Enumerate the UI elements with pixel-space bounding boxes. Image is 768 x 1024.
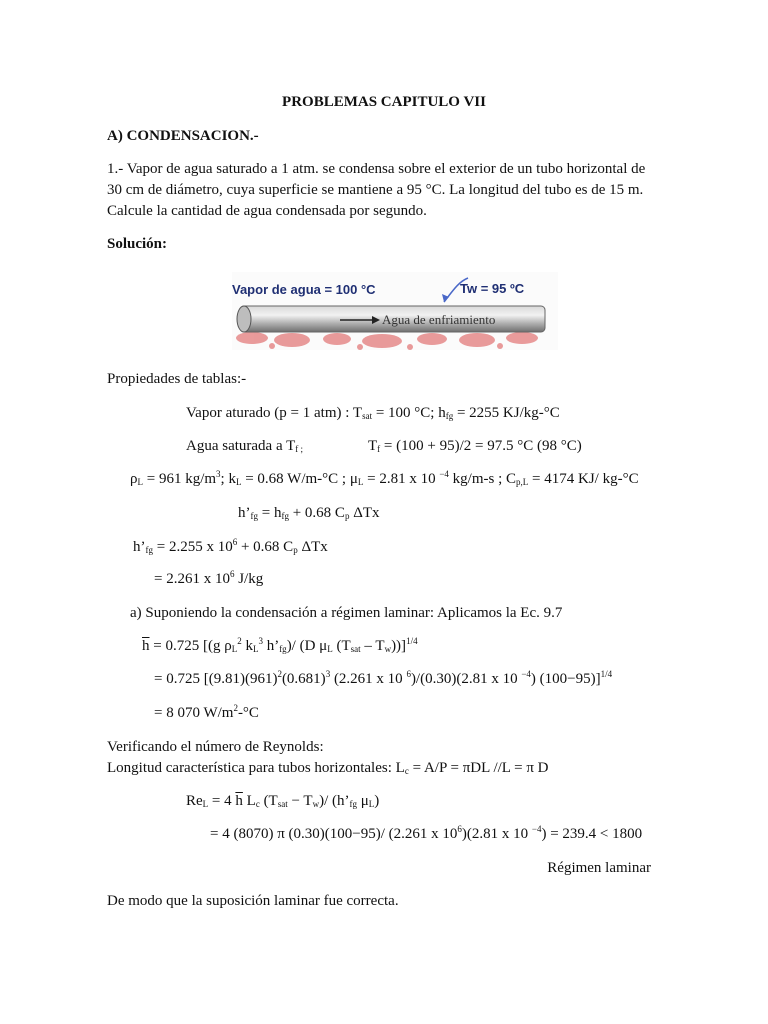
liquid-props-line: $\rho_L = 961$ $kg/m^3$; $k_L = 0.68$ W/m-°C ; $\mu_L = 2.81$ x 10 $^{-4}$ kg/m-s ; $C_{p,L} = 4174$ KJ/ kg-°C (130, 469, 639, 487)
verify-reynolds: Verificando el número de Reynolds: (107, 739, 324, 755)
flow-label: Agua de enfriamiento (382, 312, 496, 327)
hfg-prime-result: = 2.261 x $10^6$ J/kg (154, 569, 264, 587)
problem-line-2: 30 cm de diámetro, cuya superficie se mantiene a 95 °C. La longitud del tubo es de 15 m. (107, 182, 644, 198)
solution-label: Solución: (107, 236, 168, 252)
tw-label: Tw = 95 ºC (460, 281, 525, 296)
hfg-prime-eq: $h’_{fg} = h_{fg} + 0.68$ $C_p$ ΔTx (238, 505, 380, 521)
regime-label: Régimen laminar (547, 860, 651, 876)
condensation-figure (232, 272, 558, 350)
reynolds-numeric: = 4 (8070) π (0.30)(100−95)/ (2.261 x $10^6)(2.81$ x 10 $^{-4}$) = 239.4 < 1800 (210, 824, 643, 842)
characteristic-length: Longitud característica para tubos horizontales: $L_c = A/P = \pi DL$ //L = π D (107, 760, 549, 776)
vapor-label: Vapor de agua = 100 °C (232, 282, 376, 297)
part-a-heading: a) Suponiendo la condensación a régimen laminar: Aplicamos la Ec. 9.7 (130, 605, 563, 621)
h-numeric: = 0.725 [$(9.81)(961)^2(0.681)^3$ (2.261 x 10 $^6$)/(0.30)(2.81 x 10 $^{-4}$) (100−95)]$^{1/4}$ (154, 669, 613, 687)
h-equation: $\overline{h} = 0.725$ [(g $\rho_L^2$ $k_L^3$ $h’_{fg})/$ (D $\mu_L$ $(T_{sat} - T_w))]^{1/4}$ (142, 636, 418, 654)
page-title: PROBLEMAS CAPITULO VII (282, 94, 486, 110)
props-heading: Propiedades de tablas:- (107, 371, 247, 387)
tf-expression: $T_f = (100 + 95)/2 = 97.5$ °C (98 °C) (368, 438, 582, 454)
problem-line-1: 1.- Vapor de agua saturado a 1 atm. se condensa sobre el exterior de un tubo horizontal de (107, 161, 646, 177)
hfg-prime-value: $h’_{fg} = 2.255$ x $10^6 + 0.68$ $C_p$ ΔTx (133, 537, 328, 555)
agua-props-line: Agua saturada a $T_{f ;}$ (186, 438, 304, 454)
problem-line-3: Calcule la cantidad de agua condensada por segundo. (107, 203, 427, 219)
section-heading: A) CONDENSACION.- (107, 128, 259, 144)
vapor-props-line: Vapor aturado (p = 1 atm) : $T_{sat} = 100$ °C; $h_{fg} = 2255$ KJ/kg-°C (186, 405, 560, 421)
conclusion: De modo que la suposición laminar fue correcta. (107, 893, 399, 909)
reynolds-equation: $Re_L = 4$ $\overline{h}$ $L_c$ $(T_{sat} - T_w)/$ ($h’_{fg}$ $\mu_L$) (186, 793, 380, 809)
h-result: = 8 070 $W/m^2-^\circ C$ (154, 703, 259, 721)
